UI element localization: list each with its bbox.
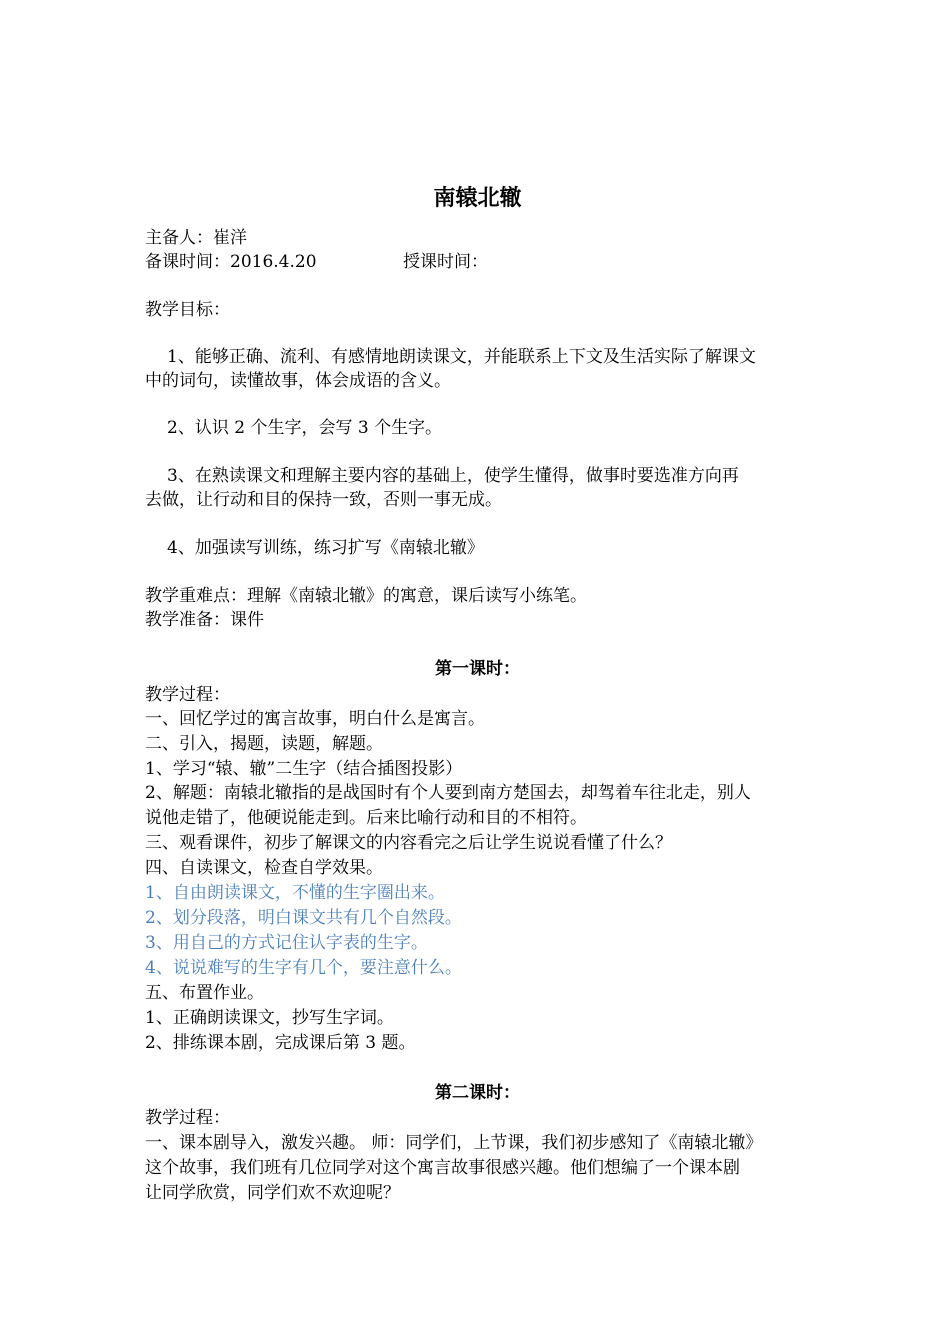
document-page <box>145 0 810 1344</box>
lesson1-process-label: 教学过程： <box>145 685 230 705</box>
lesson1-line-7: 四、自读课文，检查自学效果。 <box>145 858 383 878</box>
teach-time-line: 授课时间： <box>403 252 488 272</box>
goal-item-4: 4、加强读写训练，练习扩写《南辕北辙》 <box>167 538 484 558</box>
key-points-line: 教学重难点：理解《南辕北辙》的寓意，课后读写小练笔。 <box>145 586 587 606</box>
homework-item-2: 2、排练课本剧，完成课后第 3 题。 <box>145 1033 416 1053</box>
lesson1-line-5: 说他走错了，他硬说能走到。后来比喻行动和目的不相符。 <box>145 808 587 828</box>
preparation-line: 教学准备：课件 <box>145 610 264 630</box>
goal-item-3-line2: 去做，让行动和目的保持一致，否则一事无成。 <box>145 490 502 510</box>
document-title: 南辕北辙 <box>433 186 522 211</box>
goals-heading: 教学目标： <box>145 300 230 320</box>
lesson1-line-4: 2、解题：南辕北辙指的是战国时有个人要到南方楚国去，却驾着车往北走，别人 <box>145 783 751 803</box>
goal-item-1-line2: 中的词句，读懂故事，体会成语的含义。 <box>145 371 451 391</box>
goal-item-2: 2、认识 2 个生字，会写 3 个生字。 <box>167 418 443 438</box>
goal-item-3-line1: 3、在熟读课文和理解主要内容的基础上，使学生懂得，做事时要选准方向再 <box>167 466 739 486</box>
lesson2-line-2: 这个故事，我们班有几位同学对这个寓言故事很感兴趣。他们想编了一个课本剧 <box>145 1158 740 1178</box>
lesson1-blue-line-3: 3、用自己的方式记住认字表的生字。 <box>145 933 428 953</box>
preparer-line: 主备人：崔洋 <box>145 228 247 248</box>
lesson2-line-1: 一、课本剧导入，激发兴趣。 师：同学们，上节课，我们初步感知了《南辕北辙》 <box>145 1133 763 1153</box>
lesson1-blue-line-1: 1、自由朗读课文，不懂的生字圈出来。 <box>145 883 445 903</box>
homework-item-1: 1、正确朗读课文，抄写生字词。 <box>145 1008 394 1028</box>
homework-heading: 五、布置作业。 <box>145 983 264 1003</box>
lesson1-blue-line-2: 2、划分段落，明白课文共有几个自然段。 <box>145 908 462 928</box>
lesson2-line-3: 让同学欣赏，同学们欢不欢迎呢？ <box>145 1183 400 1203</box>
lesson2-process-label: 教学过程： <box>145 1108 230 1128</box>
lesson2-heading: 第二课时： <box>435 1083 520 1103</box>
lesson1-line-2: 二、引入，揭题，读题，解题。 <box>145 734 383 754</box>
goal-item-1-line1: 1、能够正确、流利、有感情地朗读课文，并能联系上下文及生活实际了解课文 <box>167 347 756 367</box>
lesson1-blue-line-4: 4、说说难写的生字有几个，要注意什么。 <box>145 958 462 978</box>
prep-time-line: 备课时间：2016.4.20 <box>145 252 317 272</box>
lesson1-line-1: 一、回忆学过的寓言故事，明白什么是寓言。 <box>145 709 485 729</box>
lesson1-line-3: 1、学习“辕、辙”二生字（结合插图投影） <box>145 759 463 779</box>
lesson1-line-6: 三、观看课件，初步了解课文的内容看完之后让学生说说看懂了什么？ <box>145 833 672 853</box>
lesson1-heading: 第一课时： <box>435 659 520 679</box>
